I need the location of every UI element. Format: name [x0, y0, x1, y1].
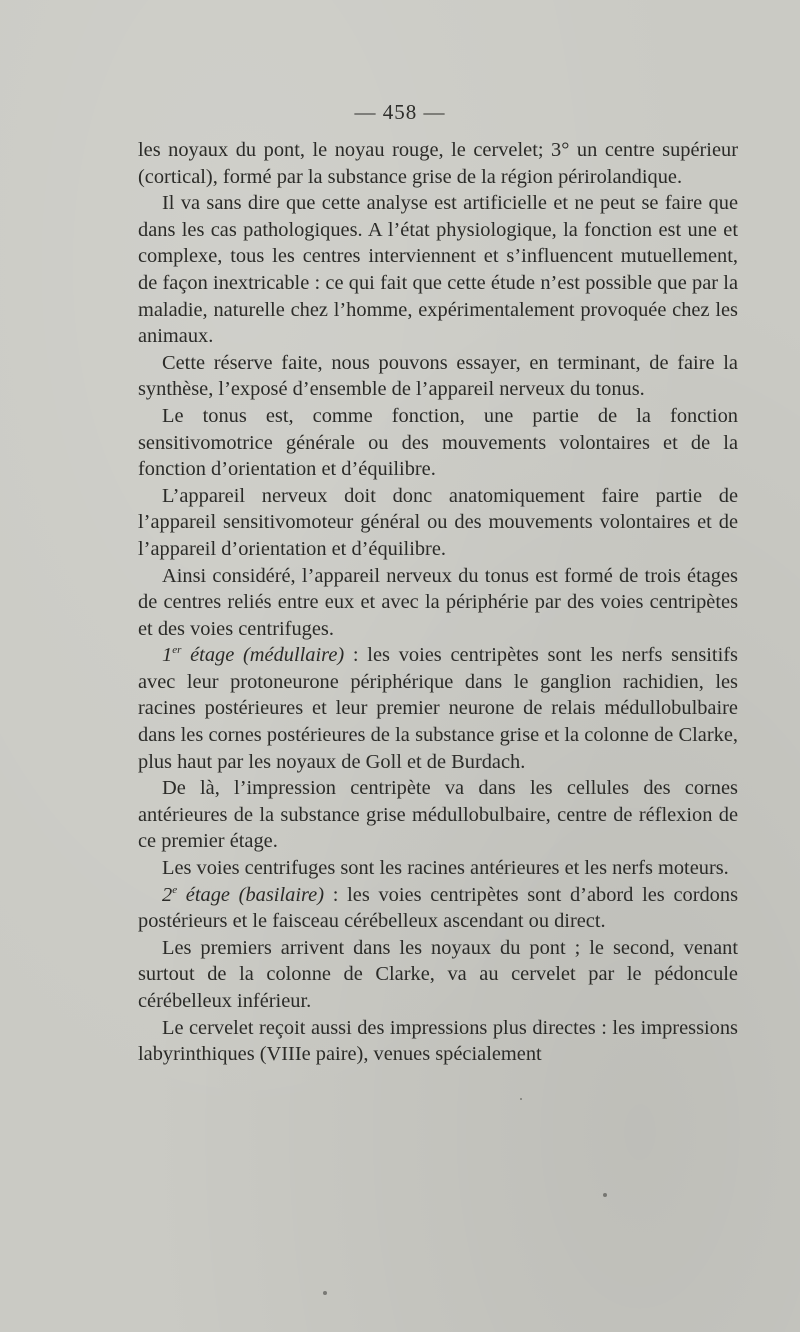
paragraph: L’appareil nerveux doit donc anatomiquement faire partie de l’appareil sensitivomoteur général ou des mouvements volontaires et de l’appareil d’orientation et d’équilibre. — [138, 484, 738, 560]
lead-title: étage (médullaire) — [181, 644, 345, 667]
lead-superscript: er — [172, 644, 182, 657]
lead-number: 1 — [162, 644, 173, 667]
paragraph: Ainsi considéré, l’appareil nerveux du tonus est formé de trois étages de centres reliés entre eux et avec la périphérie par des voies centripètes et des voies centrifuges. — [138, 564, 738, 640]
section-lead — [162, 644, 344, 666]
lead-superscript: e — [172, 883, 178, 896]
paragraph: Les premiers arrivent dans les noyaux du pont ; le second, venant surtout de la colonne de Clarke, va au cervelet par le pédoncule cérébelleux inférieur. — [138, 936, 738, 1012]
paper-speck — [323, 1291, 327, 1295]
paper-speck — [520, 1098, 522, 1100]
paragraph: Le cervelet reçoit aussi des impressions plus directes : les impressions labyrinthiques (VIIIe paire), venues spécialement — [138, 1016, 738, 1066]
lead-number: 2 — [162, 883, 173, 906]
paragraph-first-stage — [138, 642, 738, 775]
paper-speck — [603, 1193, 607, 1197]
body-text — [138, 137, 738, 1068]
paragraph: Il va sans dire que cette analyse est artificielle et ne peut se faire que dans les cas pathologiques. A l’état physiologique, la fonction est une et complexe, tous les centres interviennent et s’influencent mutuellement, de façon inextricable : ce qui fait que cette étude n’est possible que par la maladie, naturelle chez l’homme, expérimentalement provoquée chez les animaux. — [138, 192, 738, 348]
paragraph: Le tonus est, comme fonction, une partie de la fonction sensitivomotrice générale ou des mouvements volontaires et de la fonction d’orientation et d’équilibre. — [138, 404, 738, 481]
page-number: — 458 — — [354, 100, 446, 124]
paragraph: Les voies centrifuges sont les racines antérieures et les nerfs moteurs. — [162, 857, 729, 880]
section-lead — [162, 884, 324, 906]
paragraph-second-stage — [138, 882, 738, 935]
lead-title: étage (basilaire) — [177, 883, 325, 906]
paragraph-text: : les voies centripètes sont d’abord les cordons postérieurs et le faisceau cérébelleux ascendant ou direct. — [138, 883, 739, 933]
paragraph: les noyaux du pont, le noyau rouge, le cervelet; 3° un centre supérieur (cortical), formé par la substance grise de la région périrolandique. — [138, 139, 738, 188]
paragraph: De là, l’impression centripète va dans les cellules des cornes antérieures de la substance grise médullobulbaire, centre de réflexion de ce premier étage. — [138, 777, 738, 853]
paragraph: Cette réserve faite, nous pouvons essayer, en terminant, de faire la synthèse, l’exposé d’ensemble de l’appareil nerveux du tonus. — [138, 351, 738, 401]
paragraph-text: : les voies centripètes sont les nerfs sensitifs avec leur protoneurone périphérique dans le ganglion rachidien, les racines postérieures et leur premier neurone de relais médullobulbaire dans les cornes postérieures de la substance grise et la colonne de Clarke, plus haut par les noyaux de Goll et de Burdach. — [138, 644, 738, 773]
